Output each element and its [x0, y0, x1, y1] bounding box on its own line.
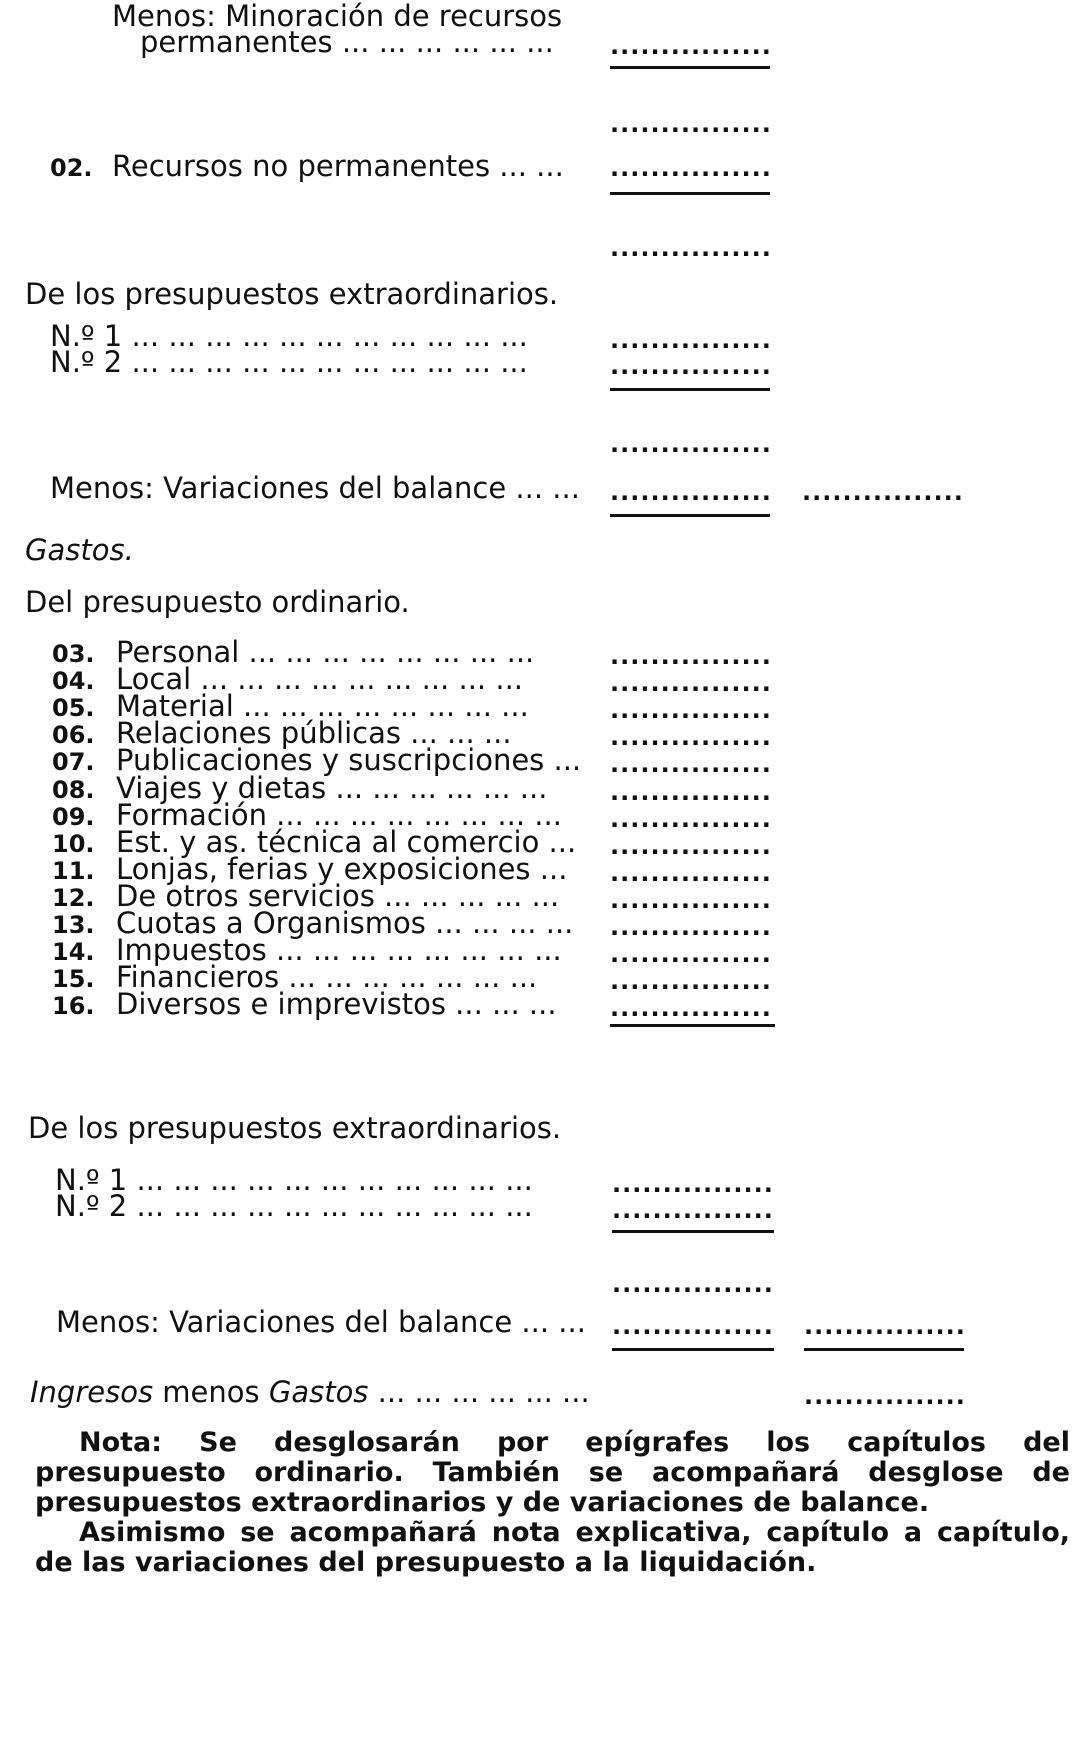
dot-leader: ................	[804, 1312, 966, 1340]
sum-rule	[804, 1348, 964, 1351]
gasto-number: 15.	[52, 965, 95, 993]
gasto-label: Cuotas a Organismos ... ... ... ...	[116, 906, 574, 940]
sum-rule	[612, 1348, 774, 1351]
extra-item-1: N.º 1 ... ... ... ... ... ... ... ... ... ... ...	[55, 1163, 533, 1197]
variaciones-label: Menos: Variaciones del balance ... ...	[56, 1305, 586, 1339]
menos-word: menos	[153, 1375, 269, 1409]
gasto-label: Formación ... ... ... ... ... ... ... ...	[116, 798, 562, 832]
dot-leader: ................	[610, 723, 772, 751]
dot-leader: ................	[610, 110, 772, 138]
dot-leader: ................	[610, 352, 772, 380]
gasto-label: Publicaciones y suscripciones ...	[116, 743, 582, 777]
extraordinarios-title: De los presupuestos extraordinarios.	[28, 1111, 562, 1145]
dot-leader: ................	[610, 805, 772, 833]
gasto-label: Material ... ... ... ... ... ... ... ...	[116, 689, 529, 723]
sum-rule	[610, 514, 770, 517]
gasto-number: 07.	[52, 748, 95, 776]
resultado-dots: ... ... ... ... ... ...	[368, 1375, 590, 1409]
resultado-label	[30, 1376, 590, 1408]
minoracion-label: Menos: Minoración de recursos	[112, 0, 563, 33]
dot-leader: ................	[612, 1170, 774, 1198]
dot-leader: ................	[610, 234, 772, 262]
dot-leader: ................	[610, 642, 772, 670]
minoracion-label-cont: permanentes ... ... ... ... ... ...	[140, 25, 554, 59]
sum-rule	[610, 66, 770, 69]
gasto-label: Local ... ... ... ... ... ... ... ... ...	[116, 662, 524, 696]
gasto-number: 03.	[52, 640, 95, 668]
nota-paragraph-2: Asimismo se acompañará nota explicativa, capítulo a capítulo, de las variaciones del presupuesto a la liquidación.	[35, 1517, 1070, 1578]
dot-leader: ................	[610, 778, 772, 806]
gasto-number: 08.	[52, 776, 95, 804]
row-number: 02.	[50, 154, 93, 182]
sum-rule	[612, 1230, 774, 1233]
gasto-label: De otros servicios ... ... ... ... ...	[116, 879, 560, 913]
dot-leader: ................	[610, 696, 772, 724]
sum-rule	[610, 388, 770, 391]
dot-leader: ................	[610, 154, 772, 182]
dot-leader: ................	[610, 913, 772, 941]
gasto-number: 10.	[52, 830, 95, 858]
dot-leader: ................	[610, 326, 772, 354]
dot-leader: ................	[612, 1312, 774, 1340]
gasto-number: 06.	[52, 721, 95, 749]
ordinario-title: Del presupuesto ordinario.	[25, 585, 410, 619]
dot-leader: ................	[610, 886, 772, 914]
gasto-label: Personal ... ... ... ... ... ... ... ...	[116, 635, 535, 669]
gastos-word: Gastos	[268, 1375, 369, 1409]
gasto-label: Impuestos ... ... ... ... ... ... ... ...	[116, 933, 562, 967]
sum-rule	[610, 192, 770, 195]
row-label: Recursos no permanentes ... ...	[112, 149, 564, 183]
gasto-label: Lonjas, ferias y exposiciones ...	[116, 852, 568, 886]
dot-leader: ................	[610, 994, 772, 1022]
gasto-number: 11.	[52, 857, 95, 885]
gasto-number: 05.	[52, 694, 95, 722]
nota	[35, 1428, 1070, 1578]
sum-rule	[610, 1024, 775, 1027]
dot-leader: ................	[610, 967, 772, 995]
dot-leader: ................	[610, 859, 772, 887]
gasto-label: Viajes y dietas ... ... ... ... ... ...	[116, 771, 548, 805]
variaciones-label: Menos: Variaciones del balance ... ...	[50, 471, 580, 505]
dot-leader: ................	[802, 478, 964, 506]
dot-leader: ................	[610, 832, 772, 860]
gasto-number: 13.	[52, 911, 95, 939]
gasto-label: Diversos e imprevistos ... ... ...	[116, 987, 557, 1021]
dot-leader: ................	[612, 1196, 774, 1224]
extra-item-2: N.º 2 ... ... ... ... ... ... ... ... ... ... ...	[55, 1189, 533, 1223]
dot-leader: ................	[804, 1382, 966, 1410]
dot-leader: ................	[610, 669, 772, 697]
gasto-number: 12.	[52, 884, 95, 912]
recursos-no-permanentes-label	[50, 149, 564, 184]
dot-leader: ................	[610, 32, 772, 60]
gasto-label: Relaciones públicas ... ... ...	[116, 716, 512, 750]
gasto-number: 04.	[52, 667, 95, 695]
dot-leader: ................	[610, 750, 772, 778]
dot-leader: ................	[612, 1270, 774, 1298]
extraordinarios-title: De los presupuestos extraordinarios.	[25, 277, 559, 311]
nota-paragraph-1: Nota: Se desglosarán por epígrafes los capítulos del presupuesto ordinario. También se acompañará desglose de presupuestos extraordinarios y de variaciones de balance.	[35, 1427, 1070, 1518]
gastos-heading: Gastos.	[25, 533, 134, 567]
extra-item-2: N.º 2 ... ... ... ... ... ... ... ... ... ... ...	[50, 345, 528, 379]
dot-leader: ................	[610, 430, 772, 458]
gasto-number: 09.	[52, 803, 95, 831]
dot-leader: ................	[610, 478, 772, 506]
gasto-number: 14.	[52, 938, 95, 966]
gasto-label: Est. y as. técnica al comercio ...	[116, 825, 577, 859]
extra-item-1: N.º 1 ... ... ... ... ... ... ... ... ... ... ...	[50, 319, 528, 353]
ingresos-word: Ingresos	[30, 1375, 154, 1409]
dot-leader: ................	[610, 940, 772, 968]
gasto-number: 16.	[52, 992, 95, 1020]
gasto-label: Financieros ... ... ... ... ... ... ...	[116, 960, 538, 994]
